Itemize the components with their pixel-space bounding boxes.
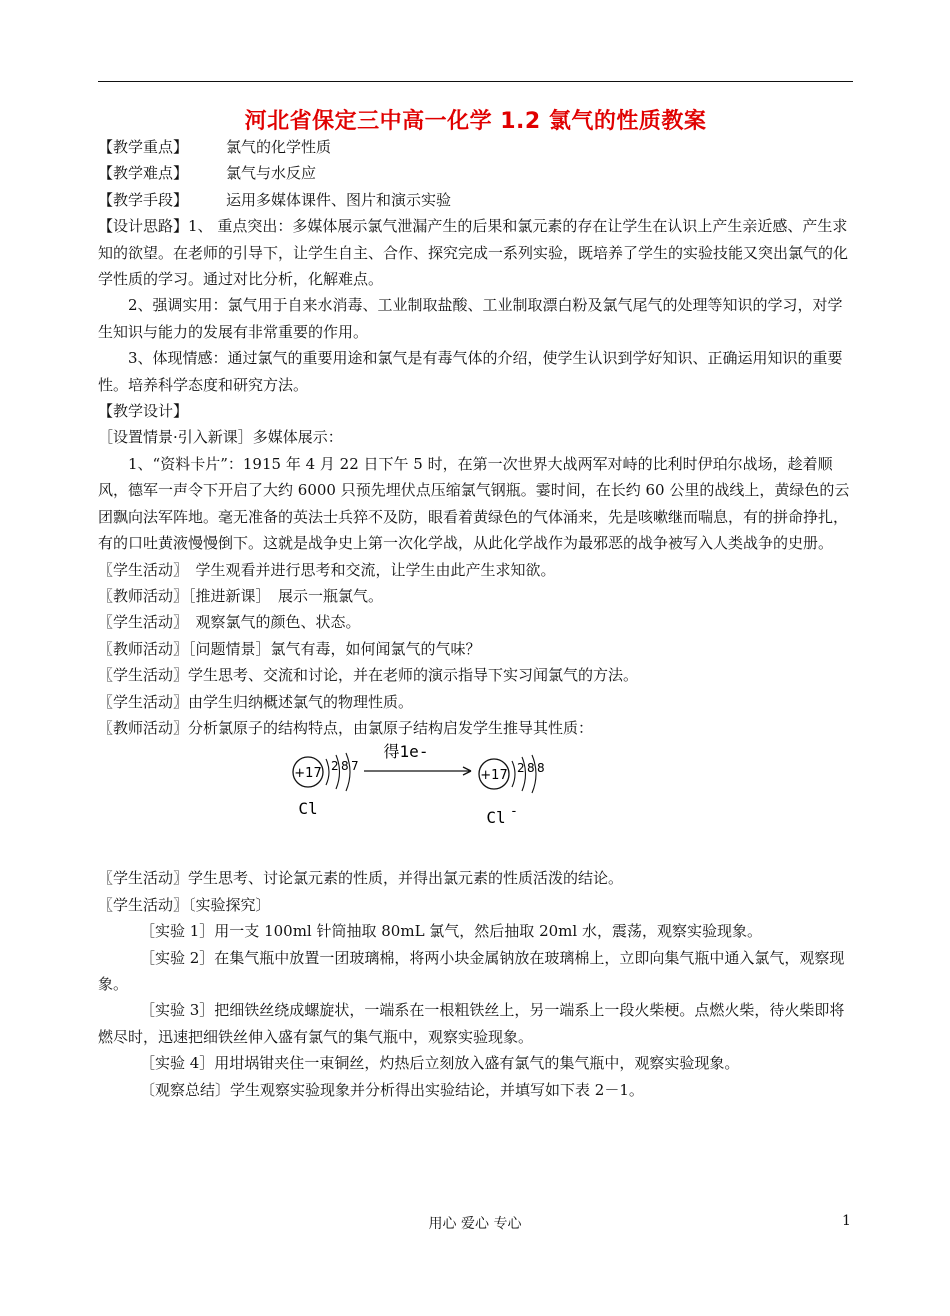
experiment-1: ［实验 1］用一支 100ml 针筒抽取 80mL 氯气，然后抽取 20ml 水，震荡，观察实验现象。 <box>140 922 762 941</box>
right-nucleus-label: +17 <box>480 768 508 784</box>
activity-line: 〖学生活动〗学生思考、讨论氯元素的性质，并得出氯元素的性质活泼的结论。 <box>98 869 624 888</box>
page-number: 1 <box>842 1213 851 1229</box>
left-shell-count: 8 <box>341 759 349 774</box>
activity-line: 〖学生活动〗 观察氯气的颜色、状态。 <box>98 613 361 632</box>
atom-structure-diagram <box>98 741 853 865</box>
right-shell-count: 8 <box>537 761 545 776</box>
header-value: 氯气与水反应 <box>226 164 317 183</box>
header-label: 【教学手段】 <box>98 190 189 209</box>
left-shell-count: 2 <box>331 759 339 774</box>
activity-line: 〖学生活动〗 学生观看并进行思考和交流，让学生由此产生求知欲。 <box>98 560 556 579</box>
header-difficulty <box>98 160 853 186</box>
header-value: 氯气的化学性质 <box>226 138 332 156</box>
page-title: 河北省保定三中高一化学 1.2 氯气的性质教案 <box>244 109 707 134</box>
left-shell-arc <box>326 759 329 785</box>
design-paragraph-3: 3、体现情感：通过氯气的重要用途和氯气是有毒气体的介绍，使学生认识到学好知识、正确运用知识的重要性。培养科学态度和研究方法。 <box>98 349 843 394</box>
experiment-3: ［实验 3］把细铁丝绕成螺旋状，一端系在一根粗铁丝上，另一端系上一段火柴梗。点燃火柴，待火柴即将燃尽时，迅速把细铁丝伸入盛有氯气的集气瓶中，观察实验现象。 <box>98 1001 845 1046</box>
activity-line: 〖学生活动〗〔实验探究〕 <box>98 895 271 914</box>
left-atom-label: Cl <box>298 799 318 819</box>
experiment-4: ［实验 4］用坩埚钳夹住一束铜丝，灼热后立刻放入盛有氯气的集气瓶中，观察实验现象。 <box>140 1054 740 1073</box>
right-shell-arc <box>512 761 515 787</box>
design-label: 【设计思路】 <box>98 217 189 236</box>
top-rule <box>98 81 853 82</box>
left-nucleus-label: +17 <box>294 766 322 782</box>
header-focus <box>98 134 853 160</box>
right-atom-charge: - <box>510 804 518 820</box>
activity-line: 〖教师活动〗［推进新课］ 展示一瓶氯气。 <box>98 586 384 605</box>
activity-line: 〖教师活动〗分析氯原子的结构特点，由氯原子结构启发学生推导其性质： <box>98 718 594 737</box>
page-footer: 用心 爱心 专心 <box>428 1216 522 1232</box>
right-atom-label: Cl <box>486 808 506 828</box>
card-paragraph: 1、“资料卡片”：1915 年 4 月 22 日下午 5 时，在第一次世界大战两军对峙的比利时伊珀尔战场，趁着顺风，德军一声令下开启了大约 6000 只预先埋伏点压缩氯气钢瓶。霎时间，在长约 60 公里的战线上，黄绿色的云团飘向法军阵地。毫无准备的英法士兵猝不及防，眼看着黄绿色的气体涌来，先是咳嗽继而喘息，有的拼命挣扎，有的口吐黄液慢慢倒下。这就是战争史上第一次化学战，从此化学战作为最邪恶的战争被写入人类战争的史册。 <box>98 454 850 553</box>
section-heading: 【教学设计】 <box>98 402 189 421</box>
observation-summary: 〔观察总结〕学生观察实验现象并分析得出实验结论，并填写如下表 2－1。 <box>140 1080 644 1099</box>
right-shell-count: 2 <box>517 761 525 776</box>
activity-line: 〖教师活动〗［问题情景］氯气有毒，如何闻氯气的气味？ <box>98 639 481 658</box>
design-paragraph-1 <box>98 213 853 292</box>
arrow-label: 得1e- <box>383 742 429 762</box>
header-means <box>98 187 853 213</box>
header-label: 【教学难点】 <box>98 164 189 183</box>
experiment-2: ［实验 2］在集气瓶中放置一团玻璃棉，将两小块金属钠放在玻璃棉上，立即向集气瓶中通入氯气，观察现象。 <box>98 948 845 993</box>
activity-line: 〖学生活动〗学生思考、交流和讨论，并在老师的演示指导下实习闻氯气的方法。 <box>98 666 639 685</box>
atom-diagram-svg <box>286 737 566 861</box>
right-shell-count: 8 <box>527 761 535 776</box>
design-text-1: 1、 重点突出：多媒体展示氯气泄漏产生的后果和氯元素的存在让学生在认识上产生亲近感、产生求知的欲望。在老师的引导下，让学生自主、合作、探究完成一系列实验，既培养了学生的实验技能又突出氯气的化学性质的学习。通过对比分析，化解难点。 <box>98 217 849 289</box>
left-shell-count: 7 <box>351 759 359 774</box>
design-paragraph-2: 2、强调实用：氯气用于自来水消毒、工业制取盐酸、工业制取漂白粉及氯气尾气的处理等知识的学习，对学生知识与能力的发展有非常重要的作用。 <box>98 296 843 341</box>
header-value: 运用多媒体课件、图片和演示实验 <box>226 190 452 209</box>
activity-line: 〖学生活动〗由学生归纳概述氯气的物理性质。 <box>98 692 414 711</box>
header-label: 【教学重点】 <box>98 138 189 156</box>
document-body <box>98 134 853 1103</box>
intro-line: ［设置情景·引入新课］多媒体展示： <box>98 428 343 447</box>
